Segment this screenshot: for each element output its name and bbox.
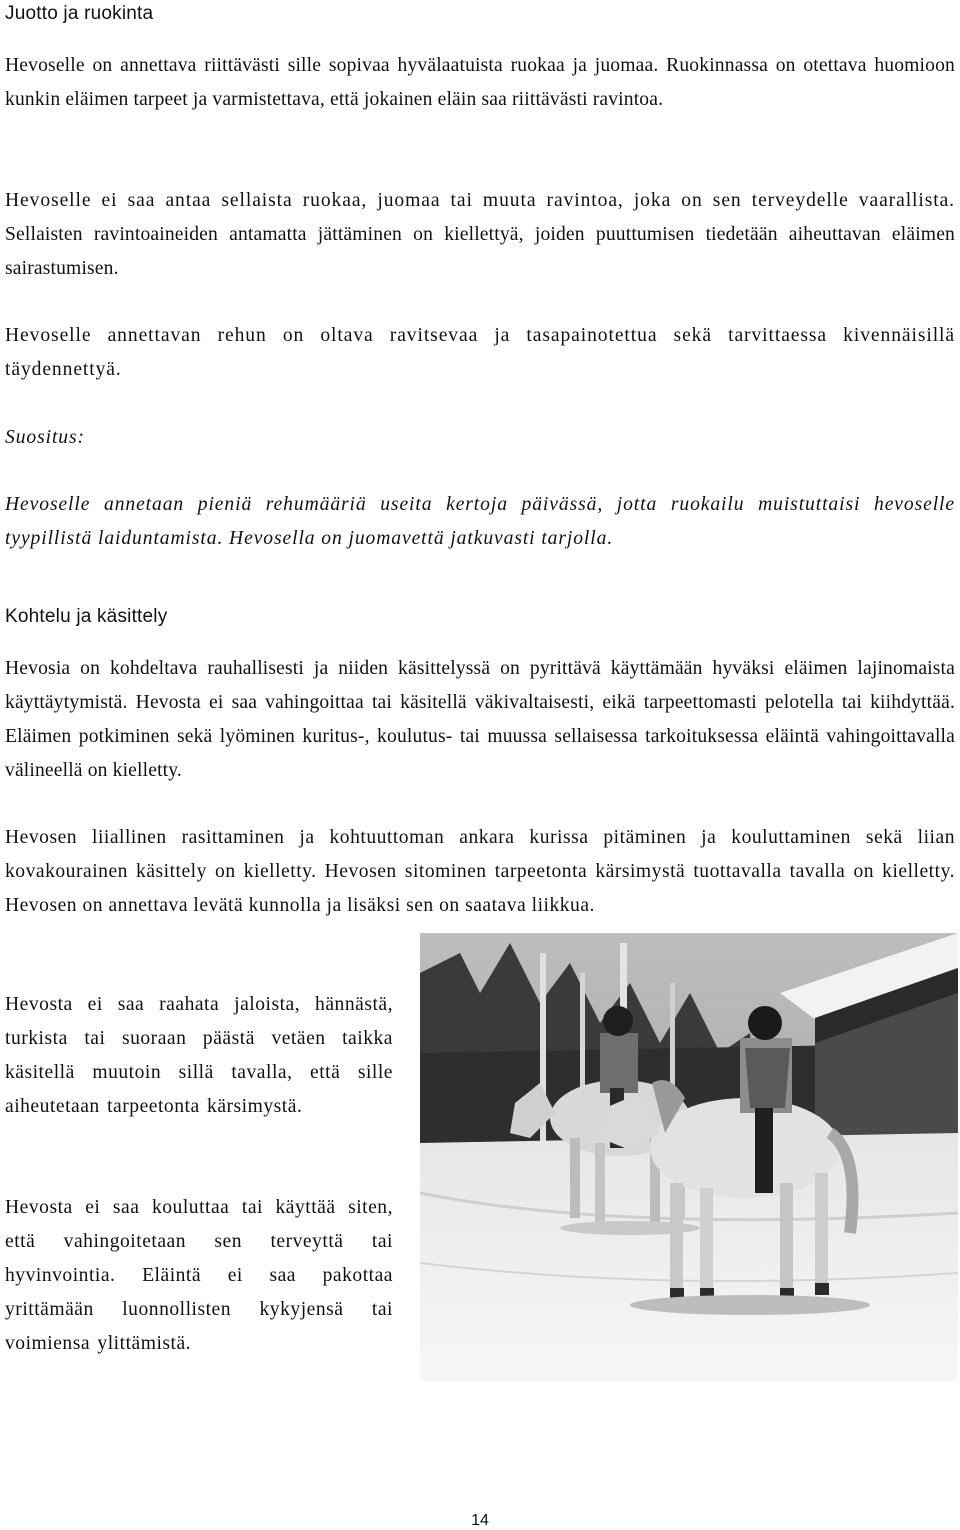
- paragraph-feeding-2: [5, 184, 955, 286]
- paragraph-feeding-3: Hevoselle annettavan rehun on oltava ravitsevaa ja tasapainotettua sekä tarvittaessa kivennäisillä täydennettyä.: [5, 325, 955, 380]
- paragraph-feeding-2-b: Sellaisten ravintoaineiden antamatta jättäminen on kiellettyä, joiden puuttumisen tiedetään aiheuttavan eläimen sairastumisen.: [5, 224, 955, 279]
- page-number: 14: [471, 1512, 489, 1529]
- paragraph-handling-3: Hevosta ei saa raahata jaloista, hännästä, turkista tai suoraan päästä vetäen taikka käsitellä muutoin sillä tavalla, että sille aiheutetaan tarpeetonta kärsimystä.: [5, 994, 393, 1117]
- photo-illustration: [420, 933, 958, 1381]
- paragraph-handling-2: Hevosen liiallinen rasittaminen ja kohtuuttoman ankara kurissa pitäminen ja kouluttaminen sekä liian kovakourainen käsittely on kielletty. Hevosen sitominen tarpeetonta kärsimystä tuottavalla tavalla on kielletty. Hevosen on annettava levätä kunnolla ja lisäksi sen on saatava liikkua.: [5, 827, 955, 916]
- section-heading-feeding: Juotto ja ruokinta: [5, 3, 154, 24]
- paragraph-feeding-2-a: Hevoselle ei saa antaa sellaista ruokaa, juomaa tai muuta ravintoa, joka on sen terveydelle vaarallista.: [5, 190, 955, 211]
- section-heading-handling: Kohtelu ja käsittely: [5, 606, 168, 627]
- recommendation-label: Suositus:: [5, 427, 85, 448]
- paragraph-handling-1: Hevosia on kohdeltava rauhallisesti ja niiden käsittelyssä on pyrittävä käyttämään hyväksi eläimen lajinomaista käyttäytymistä. Hevosta ei saa vahingoittaa tai käsitellä väkivaltaisesti, eikä tarpeettomasti pelotella tai kiihdyttää. Eläimen potkiminen sekä lyöminen kuritus-, koulutus- tai muussa sellaisessa tarkoituksessa eläintä vahingoittavalla välineellä on kielletty.: [5, 658, 955, 781]
- photo-children-riding-horses: [420, 933, 958, 1381]
- paragraph-handling-4: Hevosta ei saa kouluttaa tai käyttää siten, että vahingoitetaan sen terveyttä tai hyvinvointia. Eläintä ei saa pakottaa yrittämään luonnollisten kykyjensä tai voimiensa ylittämistä.: [5, 1197, 393, 1354]
- recommendation-text: Hevoselle annetaan pieniä rehumääriä useita kertoja päivässä, jotta ruokailu muistuttaisi hevoselle tyypillistä laiduntamista. Hevosella on juomavettä jatkuvasti tarjolla.: [5, 494, 955, 549]
- paragraph-feeding-1: Hevoselle on annettava riittävästi sille sopivaa hyvälaatuista ruokaa ja juomaa. Ruokinnassa on otettava huomioon kunkin eläimen tarpeet ja varmistettava, että jokainen eläin saa riittävästi ravintoa.: [5, 55, 955, 110]
